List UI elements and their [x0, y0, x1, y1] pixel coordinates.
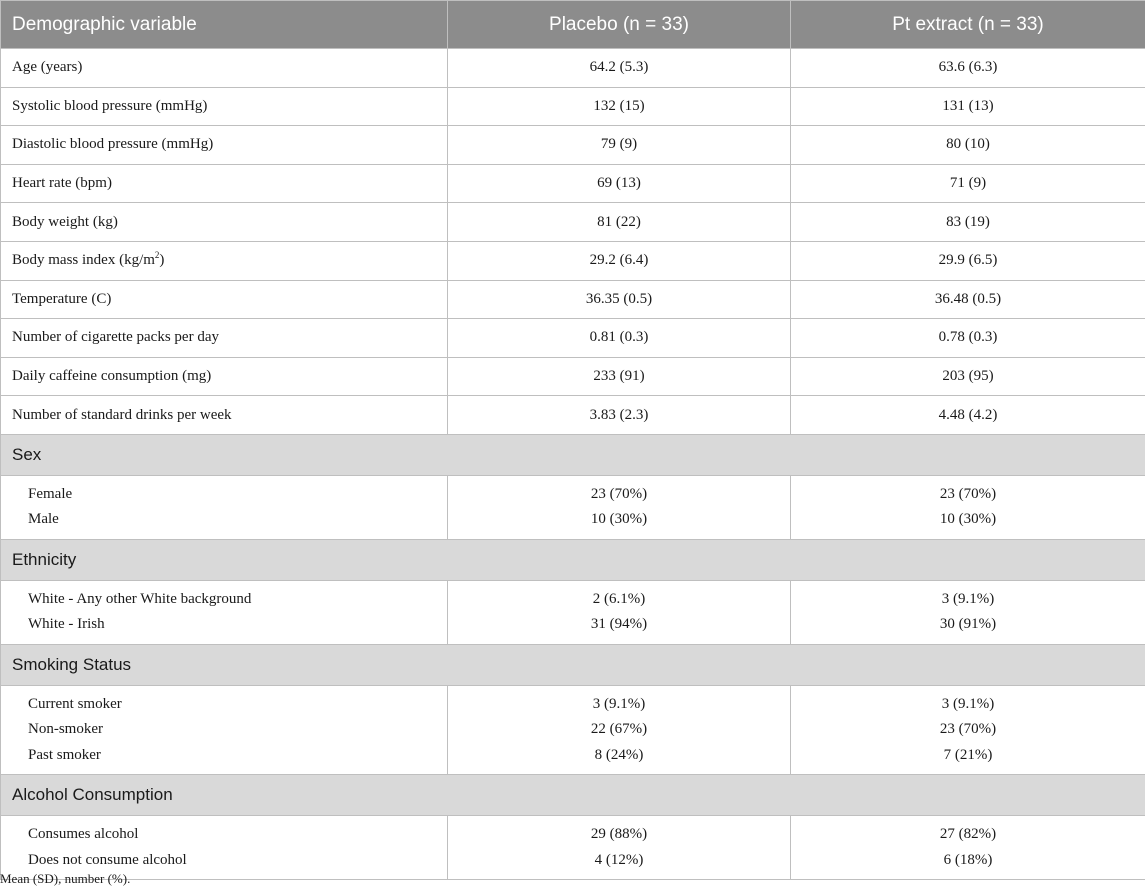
section-header-row: [1, 775, 1145, 816]
row-label: Age (years): [1, 49, 448, 88]
group-placebo-values: [448, 580, 791, 644]
pt-value: 203 (95): [791, 357, 1145, 396]
header-placebo: Placebo (n = 33): [448, 1, 791, 49]
group-placebo-values: [448, 685, 791, 775]
placebo-value: 36.35 (0.5): [448, 280, 791, 319]
section-title-alcohol-consumption: Alcohol Consumption: [1, 775, 1145, 816]
pt-value: 23 (70%): [939, 721, 997, 738]
placebo-value: 3.83 (2.3): [448, 396, 791, 435]
list-item-label: Consumes alcohol: [28, 826, 139, 843]
row-label: Systolic blood pressure (mmHg): [1, 87, 448, 126]
pt-value: 0.78 (0.3): [791, 319, 1145, 358]
list-item-label: Current smoker: [28, 695, 122, 712]
bmi-label-superscript: 2: [154, 250, 160, 261]
placebo-value: 132 (15): [448, 87, 791, 126]
pt-value: 4.48 (4.2): [791, 396, 1145, 435]
group-labels: [1, 685, 448, 775]
list-item-label: Past smoker: [28, 746, 101, 763]
table-row: [1, 319, 1145, 358]
group-labels: [1, 475, 448, 539]
group-placebo-values: [448, 816, 791, 880]
row-label-bmi: [1, 241, 448, 280]
pt-value: 80 (10): [791, 126, 1145, 165]
header-demographic-variable: Demographic variable: [1, 1, 448, 49]
bmi-label-close: ): [159, 252, 165, 269]
pt-value: 6 (18%): [943, 851, 993, 868]
placebo-value: 10 (30%): [590, 511, 648, 528]
section-title-smoking-status: Smoking Status: [1, 644, 1145, 685]
section-header-row: [1, 539, 1145, 580]
row-label: Heart rate (bpm): [1, 164, 448, 203]
placebo-value: 233 (91): [448, 357, 791, 396]
group-pt-values: [791, 580, 1145, 644]
row-label: Temperature (C): [1, 280, 448, 319]
placebo-value: 8 (24%): [594, 746, 644, 763]
pt-value: 23 (70%): [939, 485, 997, 502]
list-item-label: White - Any other White background: [28, 590, 252, 607]
pt-value: 36.48 (0.5): [791, 280, 1145, 319]
placebo-value: 69 (13): [448, 164, 791, 203]
group-pt-values: [791, 685, 1145, 775]
row-label: Number of standard drinks per week: [1, 396, 448, 435]
pt-value: 83 (19): [791, 203, 1145, 242]
table-row: [1, 126, 1145, 165]
header-pt-extract: Pt extract (n = 33): [791, 1, 1145, 49]
table-row: [1, 280, 1145, 319]
pt-value: 63.6 (6.3): [791, 49, 1145, 88]
pt-value: 131 (13): [791, 87, 1145, 126]
placebo-value: 3 (9.1%): [592, 695, 646, 712]
list-item-label: Male: [28, 511, 59, 528]
pt-value: 3 (9.1%): [941, 695, 995, 712]
placebo-value: 64.2 (5.3): [448, 49, 791, 88]
table-row: [1, 203, 1145, 242]
bmi-label-text: Body mass index (kg/m: [12, 252, 155, 269]
table-footnote: Mean (SD), number (%).: [0, 871, 131, 886]
list-item-label: White - Irish: [28, 616, 105, 633]
section-group-row: [1, 816, 1145, 880]
placebo-value: 0.81 (0.3): [448, 319, 791, 358]
section-title-sex: Sex: [1, 434, 1145, 475]
pt-value: 7 (21%): [943, 746, 993, 763]
group-pt-values: [791, 475, 1145, 539]
row-label: Body weight (kg): [1, 203, 448, 242]
group-placebo-values: [448, 475, 791, 539]
section-header-row: [1, 434, 1145, 475]
placebo-value: 23 (70%): [590, 485, 648, 502]
placebo-value: 31 (94%): [590, 616, 648, 633]
section-header-row: [1, 644, 1145, 685]
placebo-value: 2 (6.1%): [592, 590, 646, 607]
table-row: [1, 164, 1145, 203]
list-item-label: Non-smoker: [28, 721, 103, 738]
row-label: Daily caffeine consumption (mg): [1, 357, 448, 396]
placebo-value: 29.2 (6.4): [448, 241, 791, 280]
section-group-row: [1, 580, 1145, 644]
table-row: [1, 396, 1145, 435]
placebo-value: 79 (9): [448, 126, 791, 165]
pt-value: 10 (30%): [939, 511, 997, 528]
list-item-label: Does not consume alcohol: [28, 851, 187, 868]
table-row: [1, 357, 1145, 396]
section-group-row: [1, 685, 1145, 775]
list-item-label: Female: [28, 485, 73, 502]
row-label: Number of cigarette packs per day: [1, 319, 448, 358]
row-label: Diastolic blood pressure (mmHg): [1, 126, 448, 165]
placebo-value: 4 (12%): [594, 851, 644, 868]
table-row: [1, 87, 1145, 126]
pt-value: 29.9 (6.5): [791, 241, 1145, 280]
pt-value: 71 (9): [791, 164, 1145, 203]
section-group-row: [1, 475, 1145, 539]
table-row: [1, 49, 1145, 88]
group-pt-values: [791, 816, 1145, 880]
header-row: [1, 1, 1145, 49]
placebo-value: 81 (22): [448, 203, 791, 242]
placebo-value: 29 (88%): [590, 826, 648, 843]
group-labels: [1, 580, 448, 644]
placebo-value: 22 (67%): [590, 721, 648, 738]
pt-value: 30 (91%): [939, 616, 997, 633]
pt-value: 27 (82%): [939, 826, 997, 843]
section-title-ethnicity: Ethnicity: [1, 539, 1145, 580]
table-row: [1, 241, 1145, 280]
pt-value: 3 (9.1%): [941, 590, 995, 607]
